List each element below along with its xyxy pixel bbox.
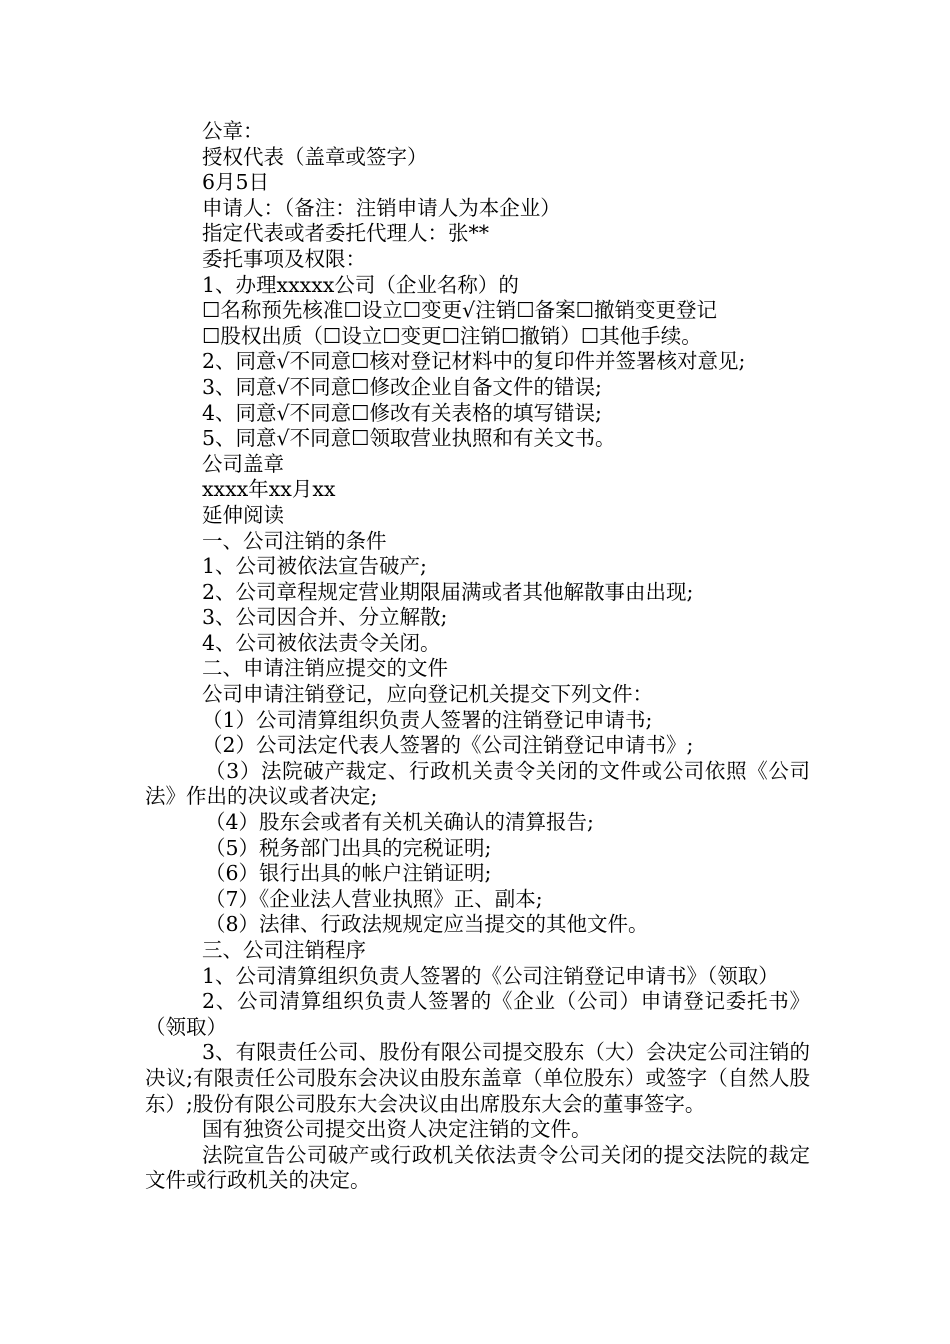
seal-label: 公章： <box>202 119 264 143</box>
section-2-intro: 公司申请注销登记，应向登记机关提交下列文件： <box>202 682 653 707</box>
section-1-title: 一、公司注销的条件 <box>202 528 387 553</box>
company-seal-label: 公司盖章 <box>202 451 284 476</box>
date-line: 6月5日 <box>202 170 270 195</box>
procedure-paragraph-2: 2、公司清算组织负责人签署的《企业（公司）申请登记委托书》（领取） <box>145 989 810 1039</box>
procedure-paragraph-4: 国有独资公司提交出资人决定注销的文件。 <box>202 1117 592 1142</box>
applicant-line: 申请人：（备注：注销申请人为本企业） <box>202 195 561 220</box>
entrusted-item-2: 2、同意√不同意☐核对登记材料中的复印件并签署核对意见; <box>202 349 746 374</box>
doc-item-1: （1）公司清算组织负责人签署的注销登记申请书; <box>202 707 653 732</box>
designated-agent-line: 指定代表或者委托代理人：张** <box>202 221 489 246</box>
entrusted-item-3: 3、同意√不同意☐修改企业自备文件的错误; <box>202 374 602 399</box>
doc-item-6: （6）银行出具的帐户注销证明; <box>205 861 492 886</box>
entrusted-item-5: 5、同意√不同意☐领取营业执照和有关文书。 <box>202 426 616 451</box>
procedure-paragraph-1: 1、公司清算组织负责人签署的《公司注销登记申请书》（领取） <box>202 963 779 988</box>
doc-item-5: （5）税务部门出具的完税证明; <box>205 835 492 860</box>
extended-reading-heading: 延伸阅读 <box>202 502 284 527</box>
doc-item-7: （7）《企业法人营业执照》正、副本; <box>205 886 543 911</box>
document-body <box>145 119 810 1194</box>
condition-item-3: 3、公司因合并、分立解散; <box>202 605 448 630</box>
section-3-title: 三、公司注销程序 <box>202 938 366 962</box>
authorized-rep-label: 授权代表（盖章或签字） <box>202 144 428 169</box>
entrusted-item-1: 1、办理xxxxx公司（企业名称）的 <box>202 272 519 297</box>
signing-date: xxxx年xx月xx <box>202 477 336 502</box>
condition-item-1: 1、公司被依法宣告破产; <box>202 554 427 579</box>
condition-item-2: 2、公司章程规定营业期限届满或者其他解散事由出现; <box>202 579 694 604</box>
procedure-paragraph-5: 法院宣告公司破产或行政机关依法责令公司关闭的提交法院的裁定文件或行政机关的决定。 <box>145 1142 810 1193</box>
doc-item-2: （2）公司法定代表人签署的《公司注销登记申请书》; <box>202 733 694 758</box>
checkbox-line-equity: ☐股权出质（☐设立☐变更☐注销☐撤销）☐其他手续。 <box>202 323 702 348</box>
condition-item-4: 4、公司被依法责令关闭。 <box>202 630 441 655</box>
entrusted-matters-heading: 委托事项及权限： <box>202 246 366 271</box>
procedure-paragraph-3: 3、有限责任公司、股份有限公司提交股东（大）会决定公司注销的决议;有限责任公司股东会决议由股东盖章（单位股东）或签字（自然人股东）;股份有限公司股东大会决议由出席股东大会的董事签字。 <box>145 1040 810 1116</box>
doc-item-3-paragraph: （3）法院破产裁定、行政机关责令关闭的文件或公司依照《公司法》作出的决议或者决定; <box>145 758 810 809</box>
section-2-title: 二、申请注销应提交的文件 <box>202 656 448 681</box>
checkbox-line-registration: ☐名称预先核准☐设立☐变更√注销☐备案☐撤销变更登记 <box>202 298 717 323</box>
doc-item-4: （4）股东会或者有关机关确认的清算报告; <box>205 810 594 835</box>
entrusted-item-4: 4、同意√不同意☐修改有关表格的填写错误; <box>202 400 602 425</box>
doc-item-8: （8）法律、行政法规规定应当提交的其他文件。 <box>205 912 649 937</box>
